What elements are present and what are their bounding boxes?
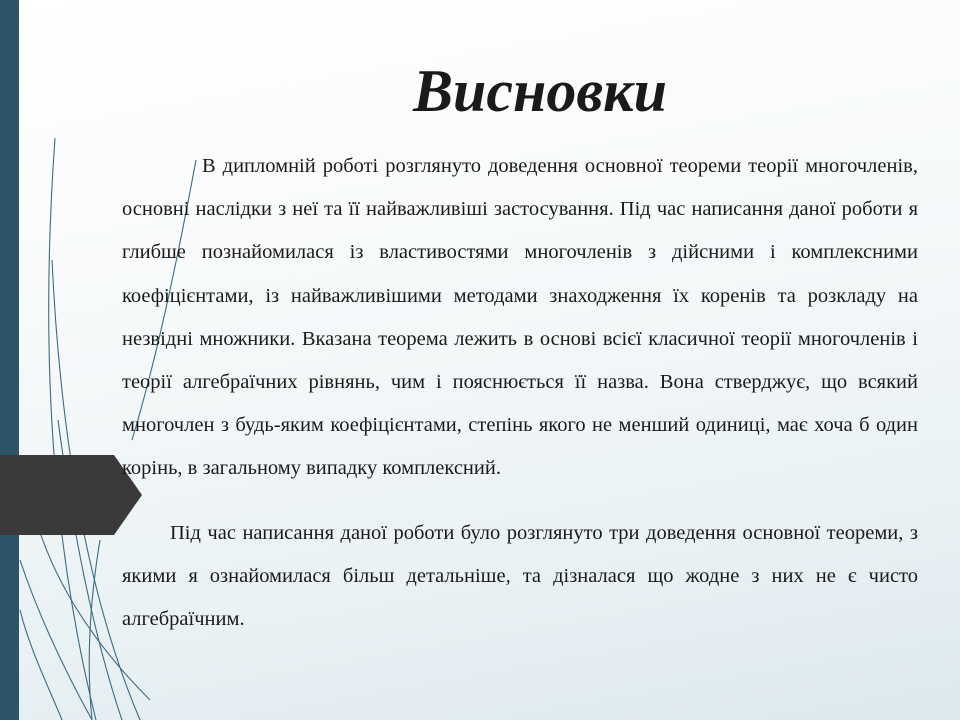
slide-body [122,145,918,641]
deco-line [49,138,96,720]
deco-line [20,610,62,720]
deco-line [20,560,92,720]
body-paragraph: В дипломній роботі розглянуто доведення основної теореми теорії многочленів, основні наслідки з неї та її найважливіші застосування. Під час написання даної роботи я глибше познайомилася із властивостями многочленів з дійсними і комплексними коефіцієнтами, із найважливішими методами знаходження їх коренів та розкладу на незвідні множники. Вказана теорема лежить в основі всієї класичної теорії многочленів і теорії алгебраїчних рівнянь, чим і пояснюється її назва. Вона стверджує, що всякий многочлен з будь-яким коефіцієнтами, степінь якого не менший одиниці, має хоча б один корінь, в загальному випадку комплексний. [122,155,918,480]
deco-line [89,540,100,720]
slide-title: Висновки [413,58,667,124]
body-paragraph: Під час написання даної роботи було розглянуто три доведення основної теореми, з якими я ознайомилася більш детальніше, та дізналася що жодне з них не є чисто алгебраїчним. [122,521,918,630]
